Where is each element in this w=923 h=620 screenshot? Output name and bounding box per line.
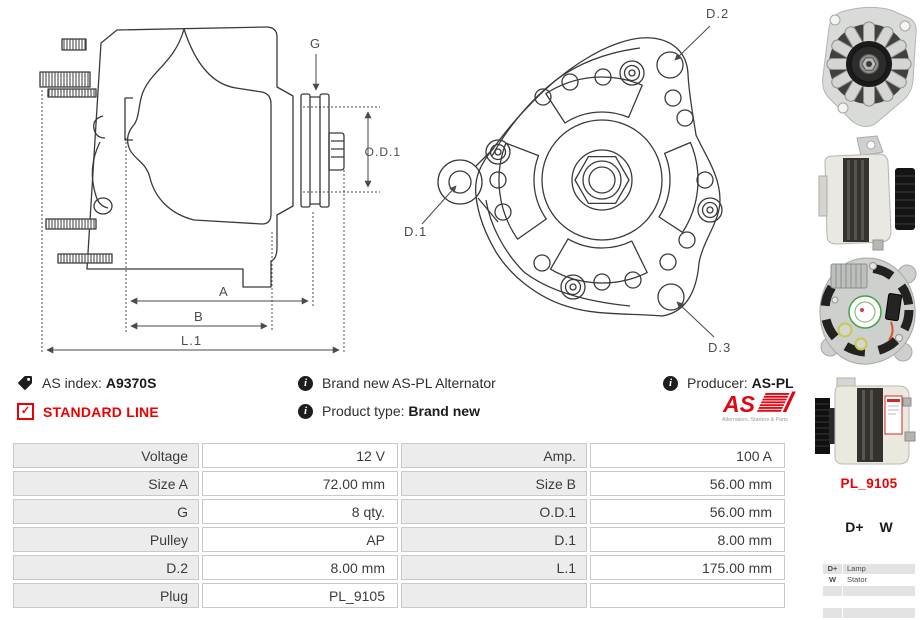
spec-label: L.1 [401,555,587,580]
spec-label: Amp. [401,443,587,468]
spec-label: Size A [13,471,199,496]
front-view-drawing [400,0,800,370]
info-icon: i [298,376,313,391]
brand-new-item [298,375,496,391]
spec-value: 175.00 mm [590,555,785,580]
spec-label: G [13,499,199,524]
terminal-w: W [879,519,893,535]
product-type-item [298,403,480,419]
legend-function: Lamp [843,564,915,574]
legend-row-empty [823,597,915,607]
spec-value: 100 A [590,443,785,468]
dim-label-od1: O.D.1 [364,145,401,159]
producer-item [663,375,794,391]
spec-label: D.2 [13,555,199,580]
logo-stripes [757,392,796,413]
product-photo-angled[interactable] [813,132,923,258]
spec-value: 56.00 mm [590,499,785,524]
legend-row [823,564,915,574]
spec-value [590,583,785,608]
spec-table [10,440,788,611]
spec-value: 72.00 mm [202,471,398,496]
spec-value: AP [202,527,398,552]
spec-label: Size B [401,471,587,496]
table-row [13,527,785,552]
logo-text: AS [723,391,755,417]
dim-label-d3: D.3 [708,340,732,355]
info-icon: i [663,376,678,391]
checkbox-checked-icon: ✓ [17,403,34,420]
tag-icon [17,375,33,391]
spec-label: Pulley [13,527,199,552]
logo-subtext: Alternators, Starters & Parts [722,417,788,423]
as-index-label: AS index: [42,375,102,391]
alternator-front-outline [438,38,722,316]
bolt-holes [490,69,713,290]
legend-row-empty [823,586,915,596]
product-photo-side[interactable] [813,372,923,469]
brand-new-label: Brand new AS-PL Alternator [322,375,496,391]
side-view-drawing [0,0,402,370]
terminal-dplus: D+ [845,519,864,535]
product-photo-rear[interactable] [815,252,921,372]
legend-function: Stator [847,575,868,584]
spec-value: 8.00 mm [590,527,785,552]
spec-label: D.1 [401,527,587,552]
standard-line-item [17,403,159,420]
mounting-bolts [40,39,112,263]
plug-code: PL_9105 [840,476,898,491]
table-row [13,471,785,496]
table-row [13,555,785,580]
table-row [13,583,785,608]
pulley-side [301,94,344,207]
spec-label: Plug [13,583,199,608]
dim-label-l1: L.1 [181,333,203,348]
as-index-item [17,375,156,391]
spec-value: 8.00 mm [202,555,398,580]
producer-label: Producer: [687,375,748,391]
spec-value: 8 qty. [202,499,398,524]
product-photo-front[interactable] [813,2,923,130]
spec-value: PL_9105 [202,583,398,608]
spec-value: 12 V [202,443,398,468]
spec-label: Voltage [13,443,199,468]
info-icon: i [298,404,313,419]
dim-label-g: G [310,36,322,51]
terminal-header [815,519,923,535]
terminal-legend-table [822,563,916,619]
dim-label-d2: D.2 [706,6,730,21]
as-pl-logo [711,390,796,424]
table-row [13,499,785,524]
table-row [13,443,785,468]
product-type-label: Product type: [322,403,405,419]
legend-row [823,575,915,585]
spec-label [401,583,587,608]
spec-value: 56.00 mm [590,471,785,496]
spec-label: O.D.1 [401,499,587,524]
dim-label-b: B [194,309,204,324]
as-index-value: A9370S [105,375,157,391]
vent-slots [499,77,698,283]
rivets [486,61,722,299]
legend-terminal: W [828,575,837,584]
legend-terminal: D+ [823,564,842,574]
producer-value: AS-PL [751,375,794,391]
alternator-side-outline [40,27,344,287]
dim-label-a: A [219,284,229,299]
legend-row-empty [823,608,915,618]
standard-line-label: STANDARD LINE [43,403,159,420]
product-type-value: Brand new [408,403,480,419]
dim-label-d1: D.1 [404,224,428,239]
